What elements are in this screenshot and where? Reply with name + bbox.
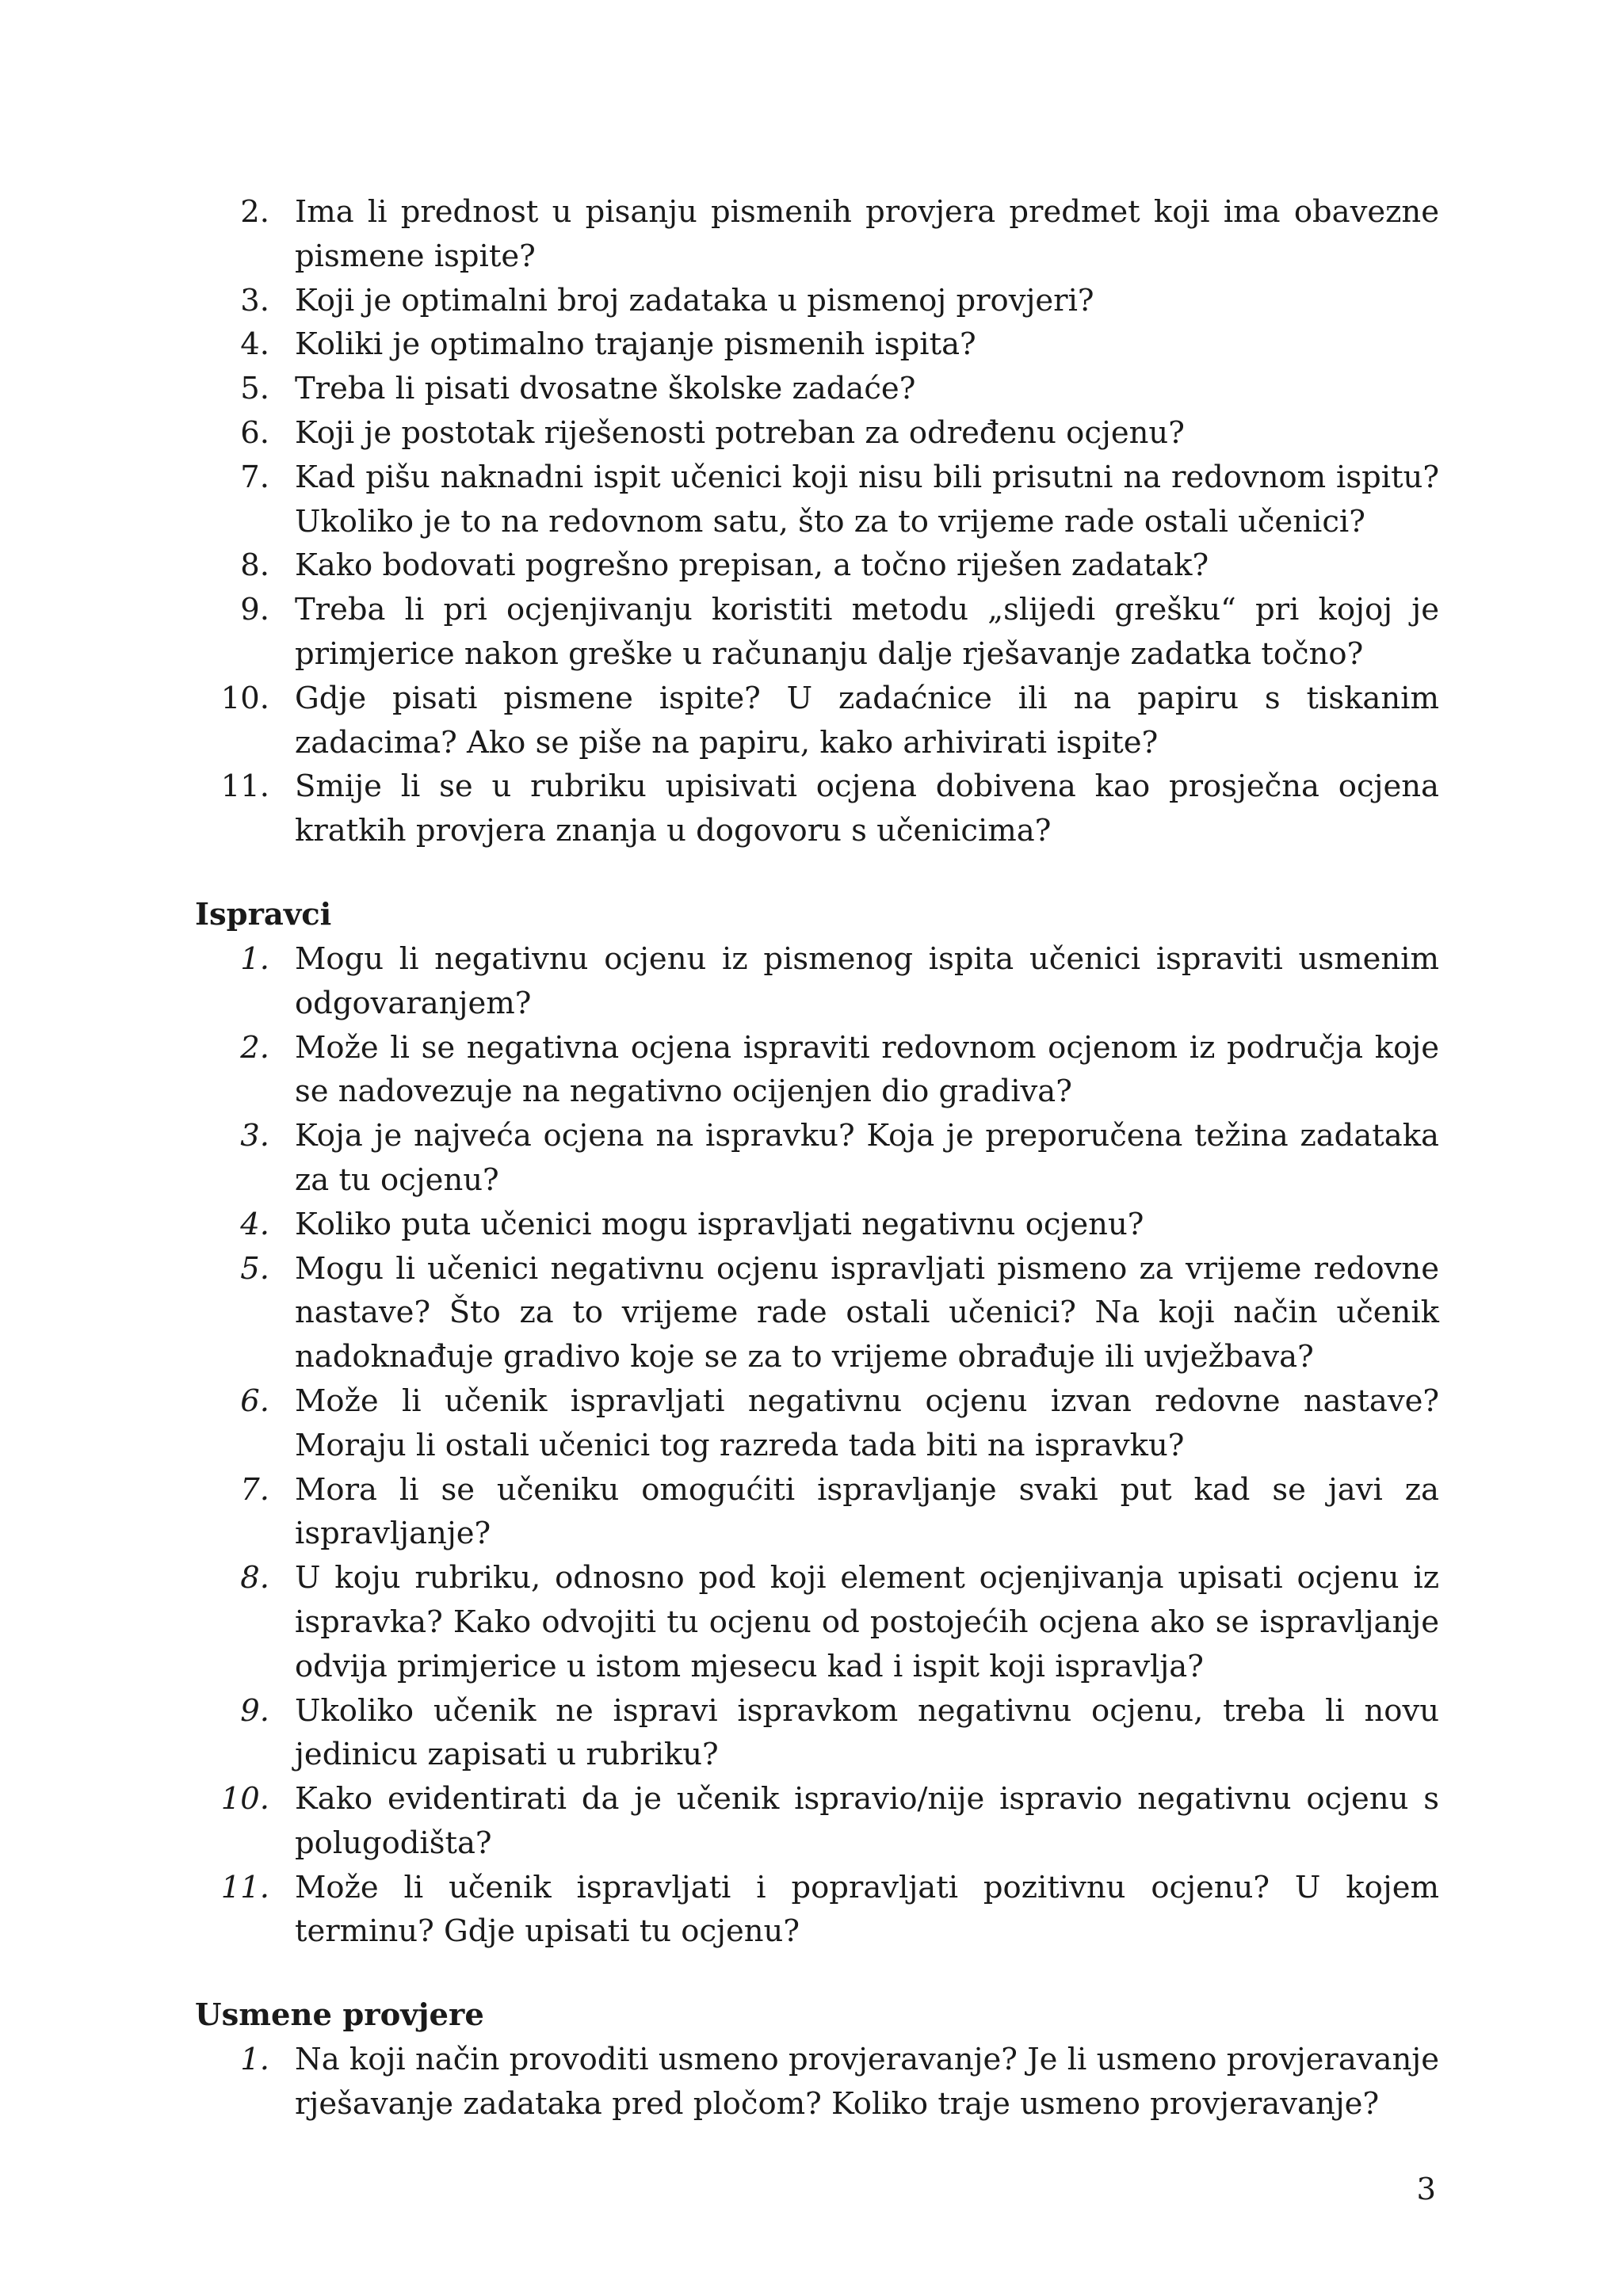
item-number: 11. — [220, 1869, 269, 1905]
list-item — [195, 937, 1439, 1026]
item-text: Kako bodovati pogrešno prepisan, a točno riješen zadatak? — [295, 547, 1209, 584]
list-item — [195, 1114, 1439, 1203]
item-text: Koji je optimalni broj zadataka u pismenoj provjeri? — [295, 282, 1094, 318]
list-item — [195, 1247, 1439, 1379]
question-list-usmene — [195, 2038, 1439, 2126]
section-heading-usmene-provjere: Usmene provjere — [195, 1997, 484, 2034]
item-number: 7. — [240, 459, 269, 495]
item-number: 8. — [240, 547, 269, 584]
list-item — [195, 1026, 1439, 1115]
item-number: 6. — [240, 414, 269, 451]
list-item — [195, 677, 1439, 765]
item-text: Kad pišu naknadni ispit učenici koji nisu bili prisutni na redovnom ispitu? Ukoliko je to na redovnom satu, što za to vrijeme rade ostali učenici? — [295, 459, 1439, 540]
page-content — [195, 190, 1439, 2126]
item-number: 11. — [220, 769, 269, 805]
item-number: 10. — [220, 680, 269, 716]
item-number: 3. — [240, 1118, 269, 1154]
list-item — [195, 322, 1439, 367]
item-text: Smije li se u rubriku upisivati ocjena dobivena kao prosječna ocjena kratkih provjera znanja u dogovoru s učenicima? — [295, 769, 1439, 849]
item-number: 9. — [240, 1692, 269, 1729]
item-text: Mogu li negativnu ocjenu iz pismenog ispita učenici ispraviti usmenim odgovaranjem? — [295, 940, 1439, 1021]
list-item — [195, 1689, 1439, 1778]
list-item — [195, 279, 1439, 323]
item-number: 6. — [240, 1383, 269, 1419]
item-text: Može li se negativna ocjena ispraviti redovnom ocjenom iz područja koje se nadovezuje na negativno ocijenjen dio gradiva? — [295, 1029, 1439, 1110]
item-number: 9. — [240, 592, 269, 628]
list-item — [195, 1203, 1439, 1247]
item-number: 5. — [240, 1250, 269, 1287]
item-text: Mogu li učenici negativnu ocjenu ispravljati pismeno za vrijeme redovne nastave? Što za to vrijeme rade ostali učenici? Na koji način učenik nadoknađuje gradivo koje se za to vrijeme obrađuje ili uvježbava? — [295, 1250, 1439, 1375]
item-number: 4. — [240, 326, 269, 363]
list-item — [195, 588, 1439, 677]
list-item — [195, 411, 1439, 456]
page-number: 3 — [1416, 2172, 1436, 2207]
item-number: 1. — [240, 2042, 269, 2078]
item-number: 8. — [240, 1560, 269, 1596]
question-list-ispravci — [195, 937, 1439, 1954]
item-text: Koliki je optimalno trajanje pismenih ispita? — [295, 326, 976, 363]
item-number: 5. — [240, 371, 269, 407]
list-item — [195, 765, 1439, 853]
item-text: Na koji način provoditi usmeno provjeravanje? Je li usmeno provjeravanje rješavanje zadataka pred pločom? Koliko traje usmeno provjeravanje? — [295, 2042, 1439, 2122]
item-number: 4. — [240, 1206, 269, 1242]
item-number: 1. — [240, 940, 269, 977]
list-item — [195, 1777, 1439, 1866]
list-item — [195, 1866, 1439, 1955]
question-list-pismene — [195, 190, 1439, 853]
item-number: 3. — [240, 282, 269, 318]
item-text: U koju rubriku, odnosno pod koji element ocjenjivanja upisati ocjenu iz ispravka? Kako odvojiti tu ocjenu od postojećih ocjena ako se ispravljanje odvija primjerice u istom mjesecu kad i ispit koji ispravlja? — [295, 1560, 1439, 1684]
list-item — [195, 543, 1439, 588]
item-number: 10. — [220, 1781, 269, 1817]
item-text: Ukoliko učenik ne ispravi ispravkom negativnu ocjenu, treba li novu jedinicu zapisati u rubriku? — [295, 1692, 1439, 1773]
item-text: Treba li pisati dvosatne školske zadaće? — [295, 371, 916, 407]
item-text: Ima li prednost u pisanju pismenih provjera predmet koji ima obavezne pismene ispite? — [295, 194, 1439, 274]
list-item — [195, 190, 1439, 279]
item-text: Kako evidentirati da je učenik ispravio/nije ispravio negativnu ocjenu s polugodišta? — [295, 1781, 1439, 1861]
item-text: Mora li se učeniku omogućiti ispravljanje svaki put kad se javi za ispravljanje? — [295, 1471, 1439, 1552]
list-item — [195, 1379, 1439, 1468]
item-text: Može li učenik ispravljati i popravljati pozitivnu ocjenu? U kojem terminu? Gdje upisati tu ocjenu? — [295, 1869, 1439, 1950]
list-item — [195, 2038, 1439, 2126]
list-item — [195, 367, 1439, 411]
item-text: Može li učenik ispravljati negativnu ocjenu izvan redovne nastave? Moraju li ostali učenici tog razreda tada biti na ispravku? — [295, 1383, 1439, 1463]
item-text: Treba li pri ocjenjivanju koristiti metodu „slijedi grešku“ pri kojoj je primjerice nakon greške u računanju dalje rješavanje zadatka točno? — [295, 592, 1439, 672]
item-number: 2. — [240, 194, 269, 230]
item-text: Gdje pisati pismene ispite? U zadaćnice ili na papiru s tiskanim zadacima? Ako se piše na papiru, kako arhivirati ispite? — [295, 680, 1439, 761]
item-number: 7. — [240, 1471, 269, 1508]
section-heading-ispravci: Ispravci — [195, 896, 332, 933]
item-number: 2. — [240, 1029, 269, 1066]
list-item — [195, 1468, 1439, 1557]
item-text: Koja je najveća ocjena na ispravku? Koja je preporučena težina zadataka za tu ocjenu? — [295, 1118, 1439, 1198]
item-text: Koji je postotak riješenosti potreban za određenu ocjenu? — [295, 414, 1185, 451]
list-item — [195, 1556, 1439, 1688]
item-text: Koliko puta učenici mogu ispravljati negativnu ocjenu? — [295, 1206, 1144, 1242]
list-item — [195, 456, 1439, 544]
